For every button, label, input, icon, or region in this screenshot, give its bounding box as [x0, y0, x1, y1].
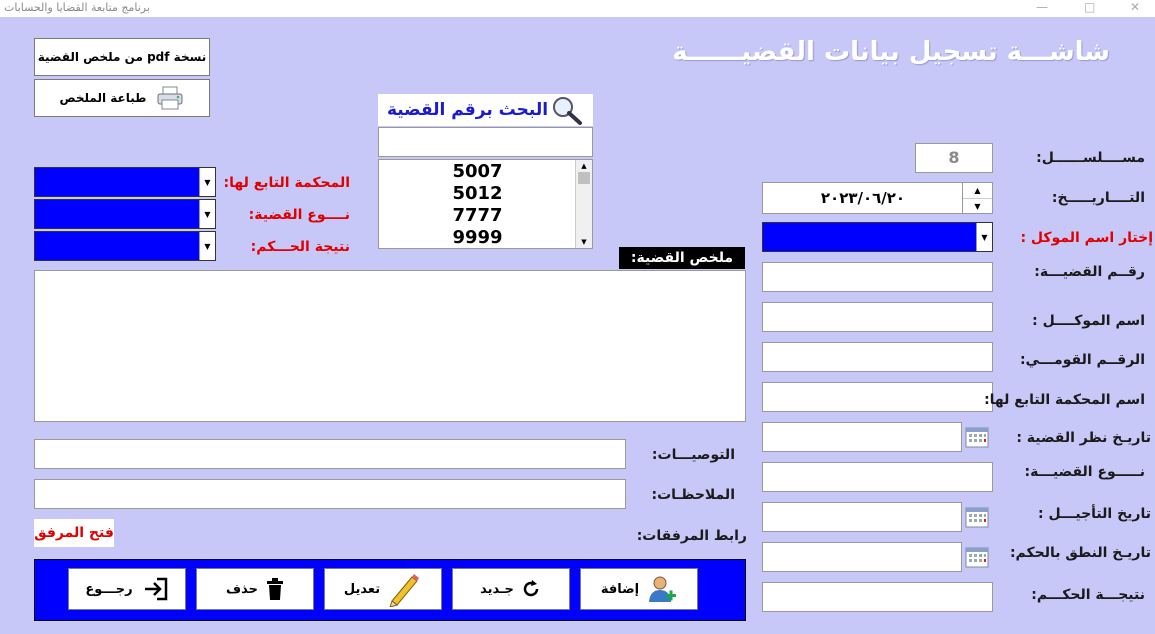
search-header — [378, 94, 593, 126]
chevron-down-icon[interactable]: ▼ — [199, 168, 215, 196]
chevron-up-icon[interactable]: ▲ — [963, 183, 992, 199]
serial-value: 8 — [948, 148, 960, 167]
chevron-down-icon[interactable]: ▼ — [199, 232, 215, 260]
chevron-down-icon[interactable]: ▼ — [199, 200, 215, 228]
pencil-icon — [386, 571, 422, 607]
case-form — [0, 17, 1155, 634]
postpone-date-field[interactable] — [762, 502, 962, 532]
search-input[interactable] — [378, 127, 593, 157]
national-id-label: الرقــم القومـــي: — [1019, 352, 1145, 368]
pdf-export-button[interactable] — [34, 38, 210, 76]
verdict-date-label: تاريـخ النطق بالحكم: — [1009, 545, 1151, 561]
summary-textarea[interactable] — [34, 270, 746, 422]
verdict-date-field[interactable] — [762, 542, 962, 572]
serial-field — [915, 143, 993, 173]
open-attachment-link[interactable]: فتح المرفق — [34, 519, 114, 547]
print-summary-button[interactable] — [34, 79, 210, 117]
add-user-icon — [647, 574, 677, 604]
back-button[interactable] — [68, 568, 186, 610]
attachments-label: رابط المرفقات: — [636, 528, 747, 544]
calendar-icon[interactable] — [965, 426, 989, 448]
edit-button[interactable] — [324, 568, 442, 610]
pdf-export-label: نسخة pdf من ملخص القضية — [37, 50, 207, 64]
court-name-field[interactable] — [762, 382, 993, 412]
search-icon — [550, 95, 584, 125]
serial-label: مســــلســــــل: — [1036, 150, 1145, 166]
date-value: ٢٠٢٣/٠٦/٢٠ — [820, 189, 906, 207]
court-name-label: اسم المحكمة التابع لها: — [984, 392, 1145, 408]
hearing-date-label: تاريـخ نظر القضية : — [1016, 430, 1151, 446]
print-summary-label: طباعة الملخص — [59, 91, 147, 105]
recommendations-label: التوصيـــات: — [651, 447, 735, 463]
window-title: برنامج متابعة القضايا والحسابات — [4, 1, 150, 14]
court-combo[interactable] — [34, 167, 216, 197]
case-type-field-label: نـــــوع القضيـــة: — [1024, 464, 1145, 480]
verdict-result-label: نتيجـــة الحكـــم: — [1031, 587, 1145, 603]
printer-icon — [156, 85, 184, 111]
case-number-field[interactable] — [762, 262, 993, 292]
chevron-down-icon[interactable]: ▼ — [974, 202, 981, 211]
page-title: شاشـــة تسجيل بيانات القضيــــــة — [672, 37, 1110, 67]
edit-label: تعديل — [343, 581, 381, 597]
scroll-thumb[interactable] — [578, 172, 590, 184]
new-button[interactable] — [452, 568, 570, 610]
result-item[interactable]: 5012 — [452, 183, 503, 204]
notes-field[interactable] — [34, 479, 626, 509]
delete-label: حذف — [226, 581, 258, 597]
recommendations-field[interactable] — [34, 439, 626, 469]
result-item[interactable]: 9999 — [452, 227, 503, 248]
court-label: المحكمة التابع لها: — [223, 175, 350, 191]
result-item[interactable]: 5007 — [452, 161, 503, 182]
add-label: إضافة — [600, 581, 640, 597]
national-id-field[interactable] — [762, 342, 993, 372]
postpone-date-label: تاريخ التأجيـــل : — [1038, 506, 1151, 522]
new-label: جـديد — [480, 581, 514, 597]
case-type-field[interactable] — [762, 462, 993, 492]
maximize-icon[interactable]: □ — [1084, 0, 1096, 14]
case-type-combo[interactable] — [34, 199, 216, 229]
search-label: البحث برقم القضية — [386, 100, 549, 120]
calendar-icon[interactable] — [965, 506, 989, 528]
case-type-label: نــــوع القضية: — [248, 207, 350, 223]
chevron-down-icon[interactable]: ▼ — [976, 223, 992, 251]
hearing-date-field[interactable] — [762, 422, 962, 452]
client-name-field[interactable] — [762, 302, 993, 332]
results-scrollbar[interactable] — [575, 160, 592, 248]
window-titlebar — [0, 0, 1155, 17]
case-number-label: رقــم القضيـــة: — [1034, 264, 1145, 280]
summary-label: ملخص القضية: — [619, 247, 745, 269]
trash-icon — [266, 578, 284, 600]
refresh-icon — [520, 578, 542, 600]
delete-button[interactable] — [196, 568, 314, 610]
exit-icon — [143, 576, 169, 602]
calendar-icon[interactable] — [965, 546, 989, 568]
notes-label: الملاحظـات: — [651, 487, 735, 503]
date-spinner[interactable] — [962, 183, 992, 213]
close-icon[interactable]: ✕ — [1130, 0, 1141, 14]
verdict-result-field[interactable] — [762, 582, 993, 612]
date-label: التــــاريـــــخ: — [1051, 190, 1145, 206]
verdict-combo[interactable] — [34, 231, 216, 261]
scroll-up-icon[interactable]: ▲ — [581, 162, 587, 170]
result-item[interactable]: 7777 — [452, 205, 503, 226]
add-button[interactable] — [580, 568, 698, 610]
back-label: رجـــوع — [85, 581, 133, 597]
date-field[interactable] — [762, 182, 993, 214]
minimize-icon[interactable]: — — [1036, 0, 1048, 14]
client-combo[interactable] — [762, 222, 993, 252]
search-results-list[interactable] — [378, 159, 593, 249]
verdict-label: نتيجة الحـــكم: — [250, 239, 350, 255]
client-name-label: اسم الموكــــل : — [1032, 313, 1145, 329]
client-pick-label: إختار اسم الموكل : — [1020, 230, 1153, 246]
scroll-down-icon[interactable]: ▼ — [581, 238, 587, 246]
